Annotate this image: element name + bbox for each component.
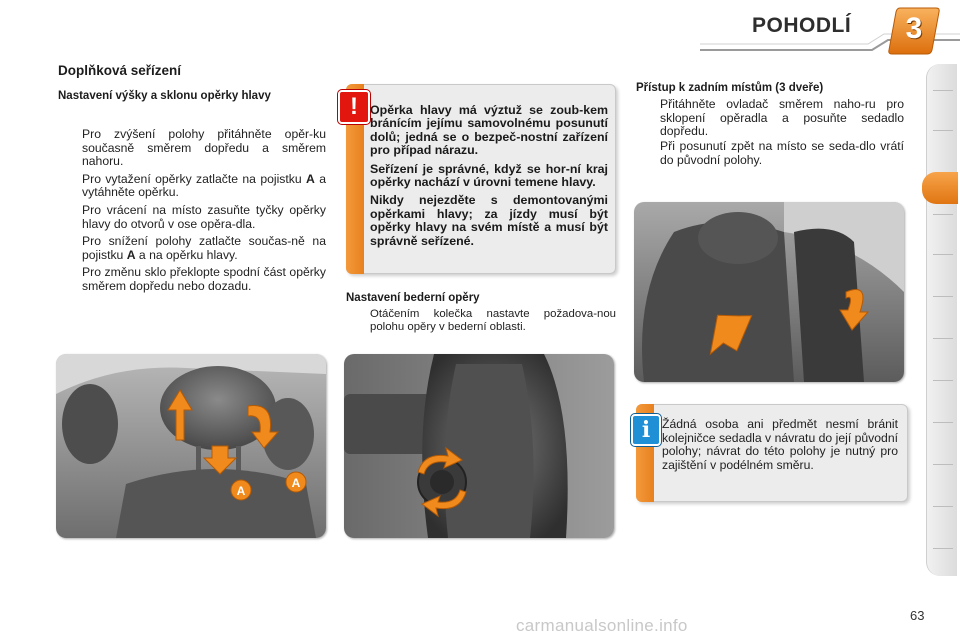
section-title: Doplňková seřízení (58, 63, 182, 78)
chapter-number: 3 (905, 12, 923, 45)
warning-text (370, 104, 608, 253)
bullet-text: Pro snížení polohy zatlačte součas-ně na pojistku (82, 234, 326, 262)
tab-divider (933, 464, 953, 465)
active-chapter-tab[interactable] (922, 172, 958, 204)
chapter-badge (886, 4, 942, 60)
list-item (58, 204, 326, 231)
list-item (58, 173, 326, 200)
list-item (58, 266, 326, 293)
latch-label: A (306, 171, 315, 186)
list-item (58, 235, 326, 262)
tab-divider (933, 338, 953, 339)
list-item (346, 308, 616, 334)
lumbar-subheading: Nastavení bederní opěry (346, 292, 480, 304)
latch-label: A (236, 484, 246, 498)
bullet-text: a vytáhněte opěrku. (82, 171, 326, 200)
tab-divider (933, 214, 953, 215)
rear-access-instructions (636, 98, 904, 143)
headrest-illustration (56, 354, 326, 538)
info-icon: i (631, 414, 661, 446)
list-item (58, 128, 326, 169)
watermark: carmanualsonline.info (516, 616, 688, 635)
tab-divider (933, 548, 953, 549)
warning-paragraph: Opěrka hlavy má výztuž se zoub-kem bránícím jejímu samovolnému posunutí dolů; jedná se o bezpeč-nostní zařízení pro případ nárazu. (370, 103, 608, 158)
latch-label: A (291, 476, 301, 490)
chapter-tab-strip[interactable] (926, 64, 957, 576)
bullet-text: a na opěrku hlavy. (135, 247, 238, 262)
info-text: Žádná osoba ani předmět nesmí bránit kolejničce sedadla v návratu do její původní polohy; návrat do této polohy je nutný pro zajištění v podélném směru. (662, 417, 898, 472)
page-title: POHODLÍ (752, 14, 852, 37)
bullet-text: Pro zvýšení polohy přitáhněte opěr-ku současně směrem dopředu a směrem nahoru. (82, 127, 326, 169)
headrest-instructions (58, 128, 326, 298)
tab-divider (933, 380, 953, 381)
exclamation-icon: ! (338, 90, 370, 124)
bullet-text: Pro vrácení na místo zasuňte tyčky opěrky hlavy do otvorů v ose opěra-dla. (82, 202, 326, 231)
bullet-text: Otáčením kolečka nastavte požadova-nou polohu opěry v bederní oblasti. (370, 308, 616, 333)
warning-paragraph: Nikdy nejezděte s demontovanými opěrkami hlavy; za jízdy musí být opěrky hlavy na svém místě a musí být správně seřízené. (370, 193, 608, 248)
lumbar-instructions (346, 308, 616, 338)
list-item (636, 98, 904, 139)
headrest-subheading: Nastavení výšky a sklonu opěrky hlavy (58, 90, 271, 102)
bullet-text: Pro vytažení opěrky zatlačte na pojistku (82, 171, 307, 186)
page-number: 63 (910, 608, 925, 623)
bullet-text: Pro změnu sklo překlopte spodní část opěrky směrem dopředu nebo dozadu. (82, 265, 326, 293)
bullet-text: Přitáhněte ovladač směrem naho-ru pro sklopení opěradla a posuňte sedadlo dopředu. (660, 97, 904, 139)
warning-paragraph: Seřízení je správné, když se hor-ní kraj opěrky nachází v úrovni temene hlavy. (370, 161, 608, 190)
tab-divider (933, 506, 953, 507)
tab-divider (933, 90, 953, 91)
tab-divider (933, 422, 953, 423)
tab-divider (933, 130, 953, 131)
lumbar-photo (344, 354, 614, 538)
rear-access-photo (634, 202, 904, 382)
tab-divider (933, 254, 953, 255)
tab-divider (933, 296, 953, 297)
headrest-photo (56, 354, 326, 538)
rear-access-subheading: Přístup k zadním místům (3 dveře) (636, 82, 824, 94)
lumbar-illustration (344, 354, 614, 538)
rear-access-illustration (634, 202, 904, 382)
rear-access-note: Při posunutí zpět na místo se seda-dlo vrátí do původní polohy. (660, 139, 904, 167)
latch-label: A (126, 247, 136, 262)
